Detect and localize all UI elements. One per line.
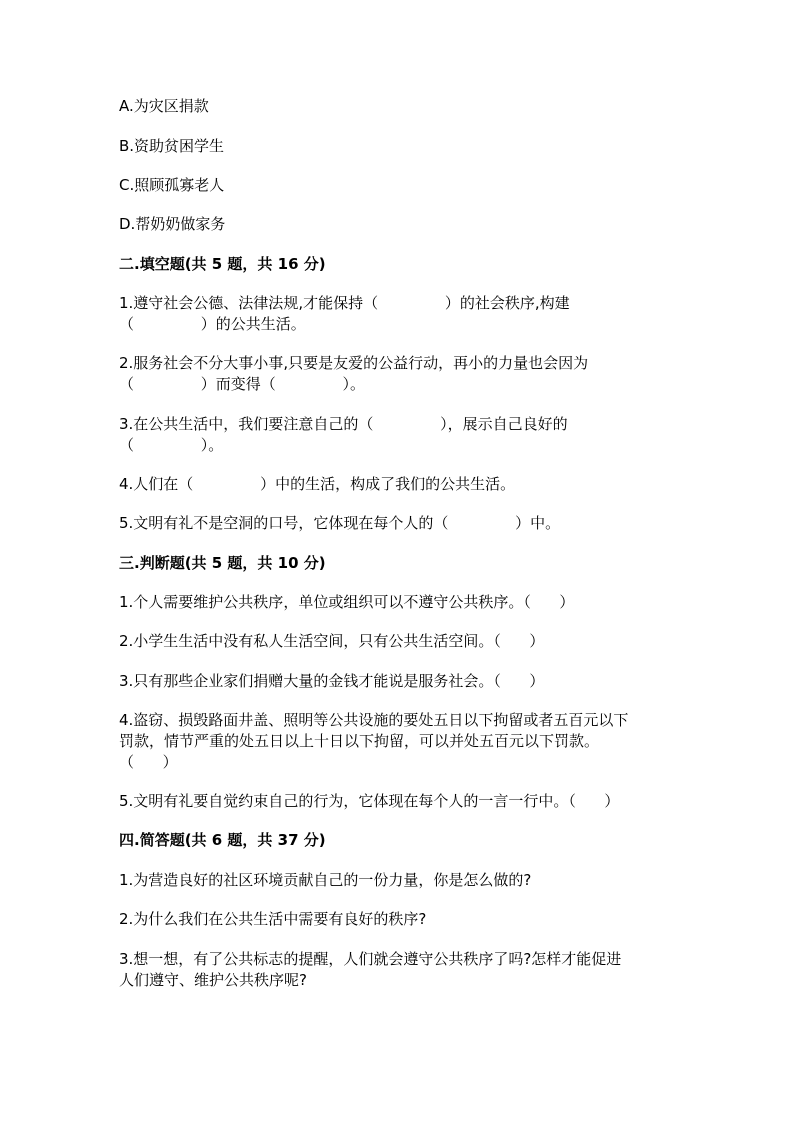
sa-q3-line2: 人们遵守、维护公共秩序呢? — [119, 971, 307, 989]
option-c: C.照顾孤寡老人 — [119, 176, 225, 194]
tf-q1: 1.个人需要维护公共秩序，单位或组织可以不遵守公共秩序。（ ） — [119, 593, 575, 611]
tf-q2: 2.小学生生活中没有私人生活空间，只有公共生活空间。（ ） — [119, 632, 545, 650]
tf-q4-line3: （ ） — [119, 753, 178, 771]
fill-q4: 4.人们在（ ）中的生活，构成了我们的公共生活。 — [119, 475, 516, 493]
tf-q5: 5.文明有礼要自觉约束自己的行为，它体现在每个人的一言一行中。（ ） — [119, 792, 620, 810]
sa-q2: 2.为什么我们在公共生活中需要有良好的秩序? — [119, 910, 427, 928]
section-heading-fill-blank: 二.填空题(共 5 题，共 16 分) — [119, 255, 326, 273]
option-b: B.资助贫困学生 — [119, 137, 225, 155]
option-a: A.为灾区捐款 — [119, 97, 209, 115]
fill-q3-line1: 3.在公共生活中，我们要注意自己的（ ），展示自己良好的 — [119, 415, 568, 433]
option-d: D.帮奶奶做家务 — [119, 215, 226, 233]
fill-q3-line2: （ ）。 — [119, 436, 224, 454]
fill-q2-line1: 2.服务社会不分大事小事,只要是友爱的公益行动，再小的力量也会因为 — [119, 354, 589, 372]
fill-q1-line2: （ ）的公共生活。 — [119, 315, 306, 333]
fill-q1-line1: 1.遵守社会公德、法律法规,才能保持（ ）的社会秩序,构建 — [119, 294, 570, 312]
sa-q1: 1.为营造良好的社区环境贡献自己的一份力量，你是怎么做的? — [119, 871, 532, 889]
tf-q4-line2: 罚款，情节严重的处五日以上十日以下拘留，可以并处五百元以下罚款。 — [119, 732, 600, 750]
tf-q3: 3.只有那些企业家们捐赠大量的金钱才能说是服务社会。（ ） — [119, 672, 545, 690]
section-heading-short-answer: 四.简答题(共 6 题，共 37 分) — [119, 831, 326, 849]
sa-q3-line1: 3.想一想，有了公共标志的提醒，人们就会遵守公共秩序了吗?怎样才能促进 — [119, 950, 622, 968]
tf-q4-line1: 4.盗窃、损毁路面井盖、照明等公共设施的要处五日以下拘留或者五百元以下 — [119, 711, 629, 729]
fill-q5: 5.文明有礼不是空洞的口号，它体现在每个人的（ ）中。 — [119, 514, 561, 532]
section-heading-true-false: 三.判断题(共 5 题，共 10 分) — [119, 554, 326, 572]
fill-q2-line2: （ ）而变得（ ）。 — [119, 375, 366, 393]
